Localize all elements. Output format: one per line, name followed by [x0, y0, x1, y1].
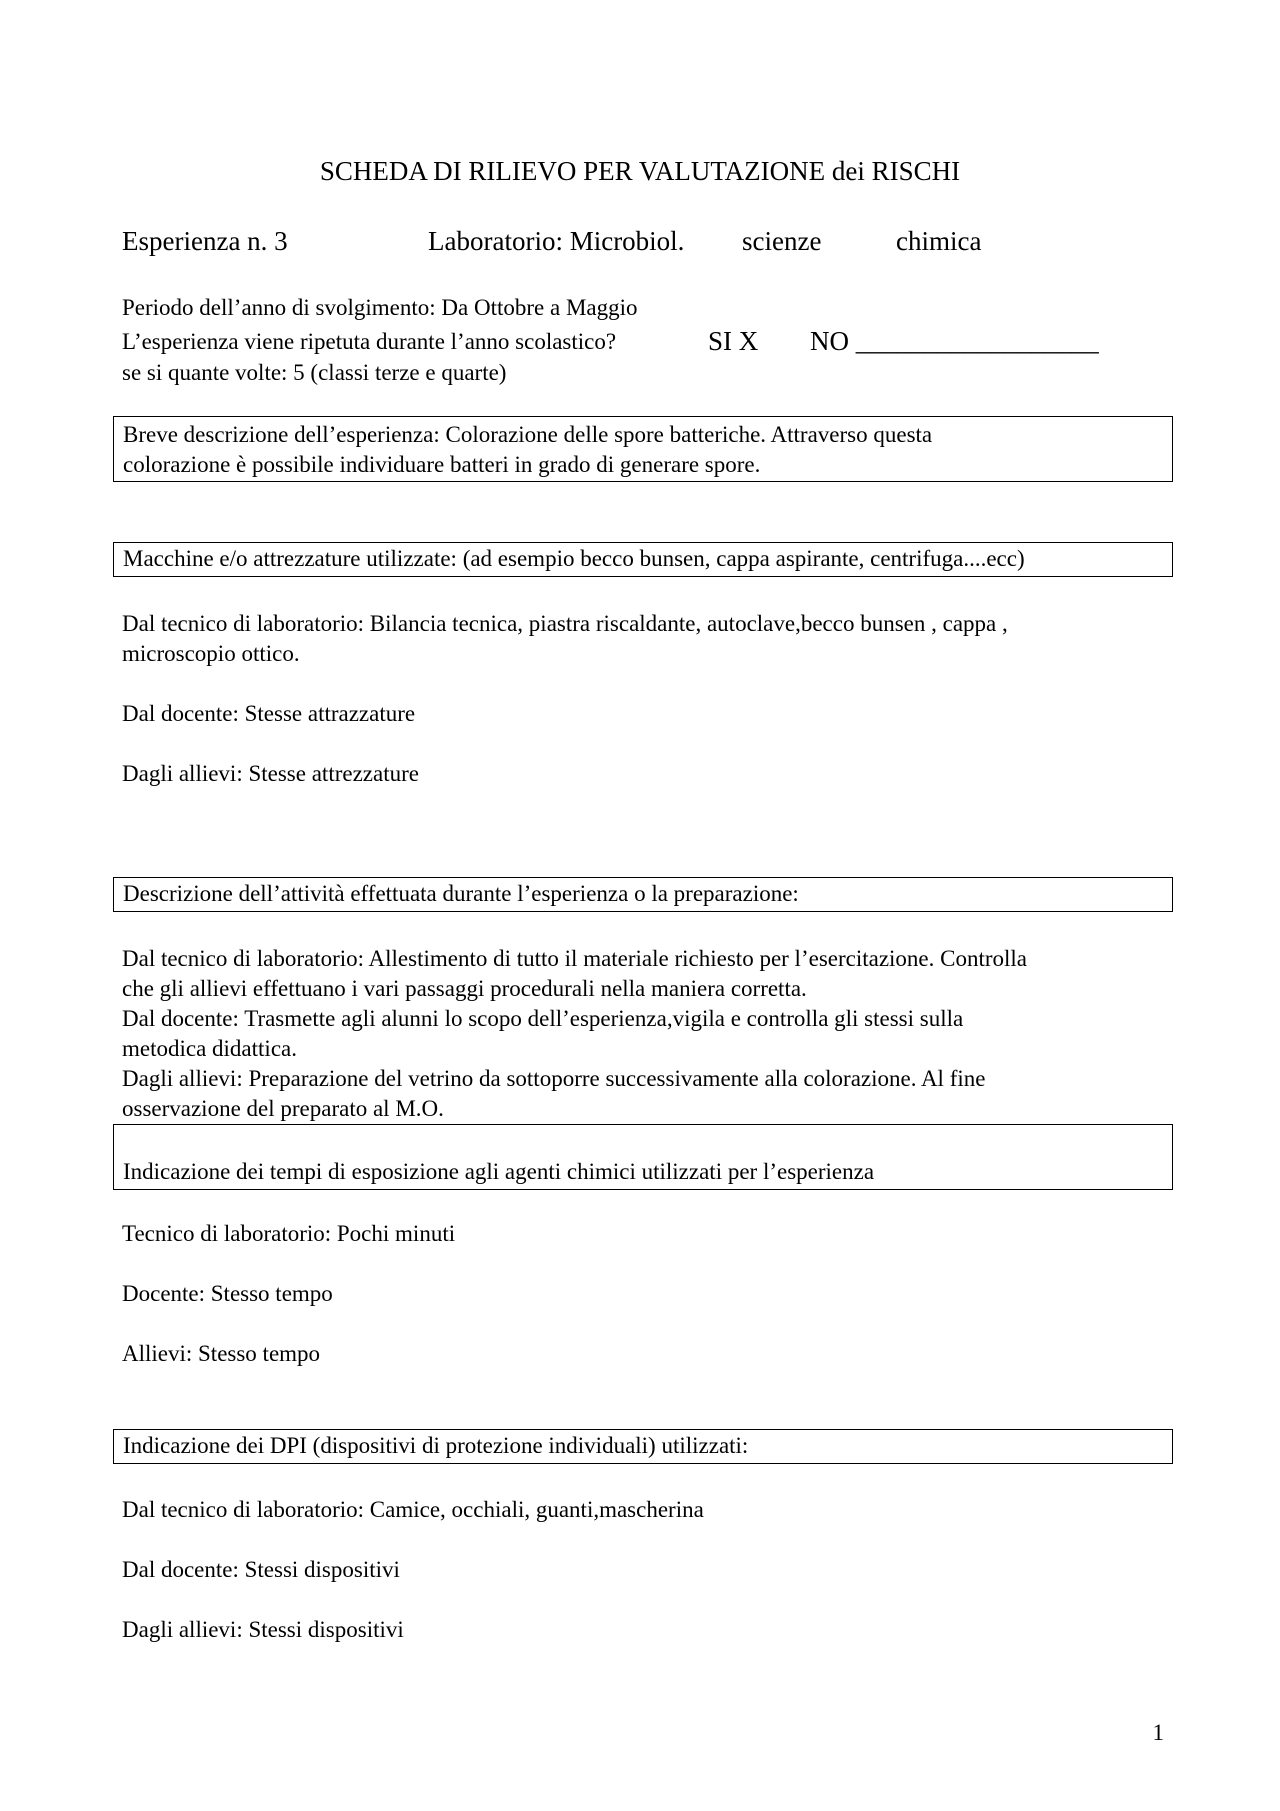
breve-descrizione-line-1: Breve descrizione dell’esperienza: Colorazione delle spore batteriche. Attraverso questa	[123, 422, 933, 447]
ripetuta-question: L’esperienza viene ripetuta durante l’anno scolastico?	[122, 329, 617, 354]
macchine-allievi: Dagli allievi: Stesse attrezzature	[122, 761, 419, 786]
macchine-docente: Dal docente: Stesse attrazzature	[122, 701, 416, 726]
descrizione-attivita-line-1: Dal tecnico di laboratorio: Allestimento di tutto il materiale richiesto per l’esercitazione. Controlla	[122, 946, 1028, 971]
laboratorio-label: Laboratorio: Microbiol.	[428, 226, 685, 256]
dpi-heading-box	[113, 1429, 1173, 1464]
breve-descrizione-box	[113, 416, 1173, 482]
esperienza-number: Esperienza n. 3	[122, 226, 288, 256]
dpi-tecnico: Dal tecnico di laboratorio: Camice, occhiali, guanti,mascherina	[122, 1497, 704, 1522]
descrizione-attivita-line-3: Dal docente: Trasmette agli alunni lo scopo dell’esperienza,vigila e controlla gli stessi sulla	[122, 1006, 964, 1031]
descrizione-attivita-heading-box	[113, 877, 1173, 912]
dpi-allievi: Dagli allievi: Stessi dispositivi	[122, 1617, 404, 1642]
descrizione-attivita-heading: Descrizione dell’attività effettuata durante l’esperienza o la preparazione:	[123, 881, 799, 906]
page-number: 1	[1152, 1720, 1164, 1745]
tempi-docente: Docente: Stesso tempo	[122, 1281, 333, 1306]
descrizione-attivita-line-5: Dagli allievi: Preparazione del vetrino da sottoporre successivamente alla colorazione. Al fine	[122, 1066, 986, 1091]
page-title: SCHEDA DI RILIEVO PER VALUTAZIONE dei RISCHI	[319, 156, 961, 186]
dpi-docente: Dal docente: Stessi dispositivi	[122, 1557, 400, 1582]
tempi-heading: Indicazione dei tempi di esposizione agli agenti chimici utilizzati per l’esperienza	[123, 1159, 875, 1184]
ripetuta-no: NO __________________	[810, 326, 1099, 356]
ripetuta-si: SI X	[708, 326, 759, 356]
periodo-text: Periodo dell’anno di svolgimento: Da Ottobre a Maggio	[122, 295, 638, 320]
breve-descrizione-line-2: colorazione è possibile individuare batteri in grado di generare spore.	[123, 452, 761, 477]
tempi-tecnico: Tecnico di laboratorio: Pochi minuti	[122, 1221, 456, 1246]
macchine-tecnico-line-1: Dal tecnico di laboratorio: Bilancia tecnica, piastra riscaldante, autoclave,becco bunsen , cappa ,	[122, 611, 1008, 636]
macchine-heading: Macchine e/o attrezzature utilizzate: (ad esempio becco bunsen, cappa aspirante, centrifuga....ecc)	[123, 546, 1025, 571]
descrizione-attivita-line-4: metodica didattica.	[122, 1036, 297, 1061]
tempi-allievi: Allievi: Stesso tempo	[122, 1341, 321, 1366]
descrizione-attivita-line-6: osservazione del preparato al M.O.	[122, 1096, 444, 1121]
quante-volte-text: se si quante volte: 5 (classi terze e quarte)	[122, 360, 507, 385]
macchine-tecnico-line-2: microscopio ottico.	[122, 641, 300, 666]
tempi-heading-box	[113, 1124, 1173, 1190]
laboratorio-scienze: scienze	[742, 226, 822, 256]
descrizione-attivita-line-2: che gli allievi effettuano i vari passaggi procedurali nella maniera corretta.	[122, 976, 807, 1001]
dpi-heading: Indicazione dei DPI (dispositivi di protezione individuali) utilizzati:	[123, 1433, 749, 1458]
laboratorio-chimica: chimica	[896, 226, 982, 256]
macchine-heading-box	[113, 542, 1173, 577]
